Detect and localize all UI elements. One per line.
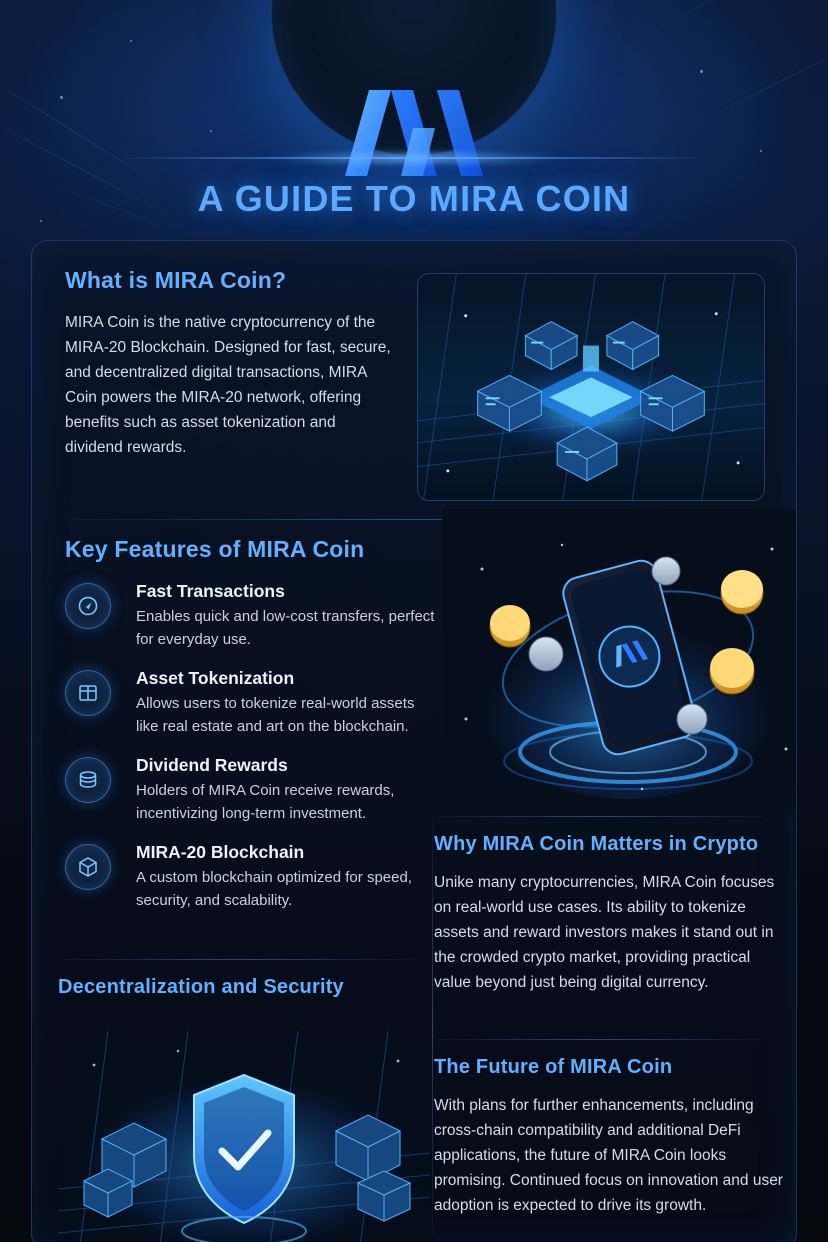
feature-desc: Allows users to tokenize real-world assets like real estate and art on the blockchain.	[136, 695, 415, 735]
feature-desc: A custom blockchain optimized for speed, security, and scalability.	[136, 869, 412, 909]
feature-item	[65, 842, 435, 912]
feature-item	[65, 755, 435, 825]
section-body-why-matters: Unike many cryptocurrencies, MIRA Coin focuses on real-world use cases. Its ability to tokenize assets and reward investors makes it stand out in the crowded crypto market, providing practical value beyond just being digital currency.	[434, 874, 775, 991]
divider-4	[434, 1039, 766, 1040]
section-heading-key-features: Key Features of MIRA Coin	[65, 536, 365, 562]
coins-stack-icon	[65, 757, 111, 803]
section-decentralization	[58, 976, 428, 1013]
content-card	[31, 240, 797, 1242]
image-phone-with-coins	[442, 509, 797, 809]
page-title: A GUIDE TO MIRA COIN	[197, 178, 631, 219]
feature-item	[65, 668, 435, 738]
feature-title: MIRA-20 Blockchain	[136, 842, 305, 862]
divider-3	[58, 959, 418, 960]
section-body-future: With plans for further enhancements, including cross-chain compatibility and additional DeFi applications, the future of MIRA Coin looks promising. Continued focus on innovation and user adoption is expected to drive its growth.	[434, 1097, 783, 1214]
hero-header	[0, 0, 828, 170]
feature-title: Asset Tokenization	[136, 668, 295, 688]
section-key-features	[65, 536, 435, 929]
image-shield-security	[58, 1031, 430, 1242]
cube-icon	[65, 844, 111, 890]
image-blockchain-network	[417, 273, 765, 501]
section-heading-why-matters: Why MIRA Coin Matters in Crypto	[434, 833, 759, 855]
feature-desc: Holders of MIRA Coin receive rewards, incentivizing long-term investment.	[136, 782, 395, 822]
section-heading-decentralization: Decentralization and Security	[58, 976, 344, 998]
section-heading-future: The Future of MIRA Coin	[434, 1056, 673, 1078]
section-why-mira-matters	[434, 833, 789, 995]
section-future	[434, 1056, 789, 1218]
feature-title: Dividend Rewards	[136, 755, 288, 775]
cube-stack-icon	[65, 670, 111, 716]
feature-item	[65, 581, 435, 651]
feature-title: Fast Transactions	[136, 581, 285, 601]
section-heading-what-is: What is MIRA Coin?	[65, 267, 287, 293]
feature-desc: Enables quick and low-cost transfers, perfect for everyday use.	[136, 608, 435, 648]
divider-2	[434, 816, 766, 817]
speed-gauge-icon	[65, 583, 111, 629]
section-body-what-is: MIRA Coin is the native cryptocurrency of the MIRA-20 Blockchain. Designed for fast, secure, and decentralized digital transactions, MIRA Coin powers the MIRA-20 network, offering benefits such as asset tokenization and dividend rewards.	[65, 314, 391, 456]
divider-vertical	[432, 816, 433, 1236]
hero-divider	[118, 157, 710, 159]
